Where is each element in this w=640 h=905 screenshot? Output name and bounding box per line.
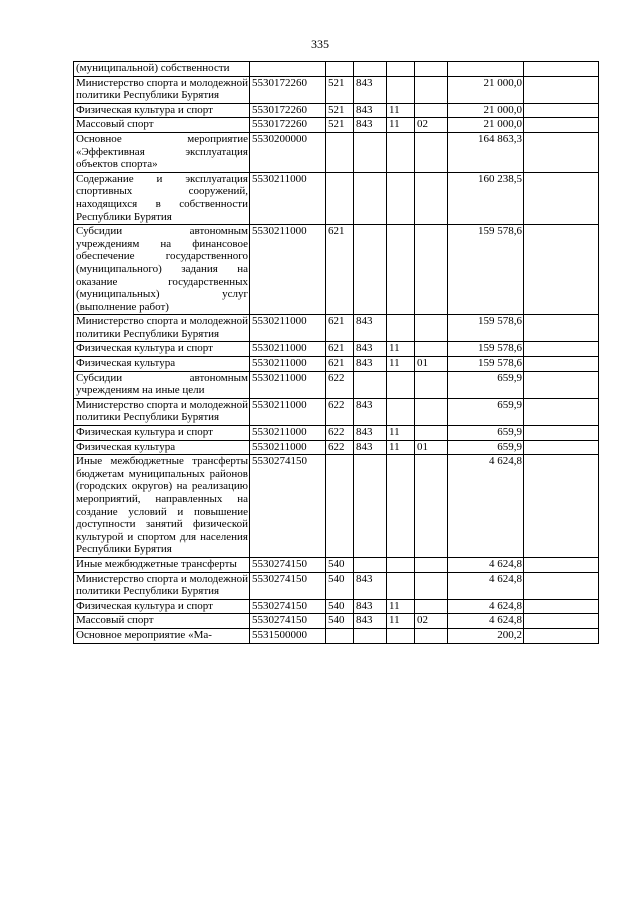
row-subsection-cell: 02 xyxy=(415,118,448,133)
row-ministry-code-cell xyxy=(354,628,387,643)
row-expense-type-cell: 622 xyxy=(326,440,354,455)
row-code-cell: 5530211000 xyxy=(250,398,326,425)
row-expense-type-cell xyxy=(326,455,354,558)
row-ministry-code-cell: 843 xyxy=(354,357,387,372)
row-code-cell: 5530211000 xyxy=(250,371,326,398)
row-name-cell: Физическая культура и спорт xyxy=(74,103,250,118)
table-row xyxy=(74,132,599,172)
row-ministry-code-cell: 843 xyxy=(354,614,387,629)
row-amount-cell: 4 624,8 xyxy=(448,599,524,614)
row-section-cell xyxy=(387,628,415,643)
row-code-cell: 5530211000 xyxy=(250,426,326,441)
row-subsection-cell xyxy=(415,371,448,398)
row-ministry-code-cell xyxy=(354,371,387,398)
row-name-cell: Массовый спорт xyxy=(74,614,250,629)
row-section-cell xyxy=(387,371,415,398)
row-ministry-code-cell xyxy=(354,132,387,172)
table-row xyxy=(74,225,599,315)
row-amount-cell: 4 624,8 xyxy=(448,572,524,599)
row-name-cell: Министерство спорта и молодежной политики Республики Бурятия xyxy=(74,398,250,425)
row-section-cell: 11 xyxy=(387,426,415,441)
row-subsection-cell xyxy=(415,62,448,77)
row-amount-cell: 21 000,0 xyxy=(448,103,524,118)
row-subsection-cell xyxy=(415,132,448,172)
row-ministry-code-cell: 843 xyxy=(354,599,387,614)
row-subsection-cell xyxy=(415,342,448,357)
row-amount-cell: 659,9 xyxy=(448,440,524,455)
row-code-cell: 5530172260 xyxy=(250,118,326,133)
row-expense-type-cell: 540 xyxy=(326,572,354,599)
row-expense-type-cell xyxy=(326,132,354,172)
row-amount-cell: 4 624,8 xyxy=(448,614,524,629)
row-section-cell: 11 xyxy=(387,440,415,455)
row-ministry-code-cell: 843 xyxy=(354,76,387,103)
row-subsection-cell xyxy=(415,426,448,441)
row-expense-type-cell xyxy=(326,628,354,643)
row-code-cell: 5530172260 xyxy=(250,76,326,103)
table-row xyxy=(74,599,599,614)
row-subsection-cell: 01 xyxy=(415,357,448,372)
row-ministry-code-cell xyxy=(354,455,387,558)
row-empty-cell xyxy=(524,172,599,224)
row-section-cell xyxy=(387,76,415,103)
row-empty-cell xyxy=(524,398,599,425)
row-amount-cell: 164 863,3 xyxy=(448,132,524,172)
row-ministry-code-cell: 843 xyxy=(354,398,387,425)
row-empty-cell xyxy=(524,557,599,572)
row-expense-type-cell xyxy=(326,172,354,224)
row-name-cell: Основное мероприятие «Эффективная эксплуатация объектов спорта» xyxy=(74,132,250,172)
row-name-cell: Иные межбюджетные трансферты бюджетам муниципальных районов (городских округов) на реализацию мероприятий, направленных на создание условий и повышение доступности занятий физической культурой и спортом для населения Республики Бурятия xyxy=(74,455,250,558)
row-empty-cell xyxy=(524,342,599,357)
row-empty-cell xyxy=(524,118,599,133)
table-row xyxy=(74,628,599,643)
row-expense-type-cell: 622 xyxy=(326,371,354,398)
table-row xyxy=(74,315,599,342)
row-code-cell: 5530211000 xyxy=(250,172,326,224)
row-section-cell xyxy=(387,225,415,315)
row-subsection-cell xyxy=(415,557,448,572)
table-row xyxy=(74,103,599,118)
row-code-cell: 5530200000 xyxy=(250,132,326,172)
table-row xyxy=(74,62,599,77)
row-section-cell xyxy=(387,557,415,572)
row-amount-cell: 659,9 xyxy=(448,398,524,425)
table-row xyxy=(74,440,599,455)
row-empty-cell xyxy=(524,426,599,441)
table-row xyxy=(74,371,599,398)
row-code-cell: 5530172260 xyxy=(250,103,326,118)
row-name-cell: Министерство спорта и молодежной политики Республики Бурятия xyxy=(74,76,250,103)
row-amount-cell: 21 000,0 xyxy=(448,118,524,133)
row-ministry-code-cell: 843 xyxy=(354,572,387,599)
table-row xyxy=(74,572,599,599)
row-section-cell: 11 xyxy=(387,599,415,614)
row-section-cell xyxy=(387,398,415,425)
row-ministry-code-cell: 843 xyxy=(354,103,387,118)
row-ministry-code-cell: 843 xyxy=(354,342,387,357)
row-section-cell: 11 xyxy=(387,118,415,133)
row-expense-type-cell: 621 xyxy=(326,357,354,372)
page-number: 335 xyxy=(311,37,329,51)
row-subsection-cell xyxy=(415,628,448,643)
row-empty-cell xyxy=(524,315,599,342)
row-section-cell: 11 xyxy=(387,357,415,372)
row-empty-cell xyxy=(524,357,599,372)
row-amount-cell: 659,9 xyxy=(448,371,524,398)
row-name-cell: Субсидии автономным учреждениям на финансовое обеспечение государственного (муниципального) задания на оказание государственных (муниципальных) услуг (выполнение работ) xyxy=(74,225,250,315)
row-expense-type-cell: 521 xyxy=(326,76,354,103)
row-empty-cell xyxy=(524,132,599,172)
row-name-cell: Иные межбюджетные трансферты xyxy=(74,557,250,572)
row-name-cell: (муниципальной) собственности xyxy=(74,62,250,77)
table-row xyxy=(74,76,599,103)
row-empty-cell xyxy=(524,455,599,558)
row-name-cell: Основное мероприятие «Ма- xyxy=(74,628,250,643)
row-empty-cell xyxy=(524,225,599,315)
table-row xyxy=(74,342,599,357)
row-ministry-code-cell xyxy=(354,225,387,315)
table-row xyxy=(74,357,599,372)
row-ministry-code-cell xyxy=(354,172,387,224)
row-amount-cell: 159 578,6 xyxy=(448,357,524,372)
row-name-cell: Физическая культура xyxy=(74,357,250,372)
row-subsection-cell xyxy=(415,599,448,614)
row-expense-type-cell: 622 xyxy=(326,398,354,425)
row-expense-type-cell: 521 xyxy=(326,103,354,118)
row-empty-cell xyxy=(524,614,599,629)
row-expense-type-cell: 540 xyxy=(326,614,354,629)
row-section-cell: 11 xyxy=(387,103,415,118)
table-row xyxy=(74,557,599,572)
table-row xyxy=(74,172,599,224)
row-code-cell: 5530211000 xyxy=(250,357,326,372)
row-subsection-cell xyxy=(415,172,448,224)
row-code-cell: 5530211000 xyxy=(250,440,326,455)
row-name-cell: Субсидии автономным учреждениям на иные цели xyxy=(74,371,250,398)
row-ministry-code-cell: 843 xyxy=(354,315,387,342)
row-section-cell: 11 xyxy=(387,342,415,357)
budget-table xyxy=(73,61,599,644)
row-ministry-code-cell: 843 xyxy=(354,426,387,441)
table-row xyxy=(74,426,599,441)
row-section-cell xyxy=(387,315,415,342)
row-empty-cell xyxy=(524,572,599,599)
row-ministry-code-cell xyxy=(354,62,387,77)
row-amount-cell: 21 000,0 xyxy=(448,76,524,103)
row-section-cell xyxy=(387,62,415,77)
row-subsection-cell xyxy=(415,572,448,599)
row-subsection-cell: 02 xyxy=(415,614,448,629)
row-expense-type-cell: 621 xyxy=(326,342,354,357)
row-empty-cell xyxy=(524,103,599,118)
row-empty-cell xyxy=(524,76,599,103)
row-section-cell: 11 xyxy=(387,614,415,629)
row-code-cell: 5530211000 xyxy=(250,342,326,357)
row-code-cell: 5530274150 xyxy=(250,557,326,572)
row-ministry-code-cell: 843 xyxy=(354,118,387,133)
row-name-cell: Массовый спорт xyxy=(74,118,250,133)
row-section-cell xyxy=(387,172,415,224)
row-section-cell xyxy=(387,455,415,558)
row-empty-cell xyxy=(524,440,599,455)
row-name-cell: Содержание и эксплуатация спортивных сооружений, находящихся в собственности Республики Бурятия xyxy=(74,172,250,224)
row-code-cell: 5530274150 xyxy=(250,572,326,599)
row-empty-cell xyxy=(524,62,599,77)
row-expense-type-cell: 521 xyxy=(326,118,354,133)
row-amount-cell: 159 578,6 xyxy=(448,342,524,357)
row-subsection-cell xyxy=(415,315,448,342)
row-empty-cell xyxy=(524,599,599,614)
row-subsection-cell: 01 xyxy=(415,440,448,455)
row-amount-cell xyxy=(448,62,524,77)
row-name-cell: Физическая культура и спорт xyxy=(74,426,250,441)
row-name-cell: Физическая культура и спорт xyxy=(74,599,250,614)
row-name-cell: Физическая культура xyxy=(74,440,250,455)
row-section-cell xyxy=(387,572,415,599)
row-subsection-cell xyxy=(415,455,448,558)
table-row xyxy=(74,455,599,558)
table-row xyxy=(74,118,599,133)
row-code-cell: 5530274150 xyxy=(250,455,326,558)
row-ministry-code-cell: 843 xyxy=(354,440,387,455)
row-expense-type-cell: 622 xyxy=(326,426,354,441)
row-amount-cell: 659,9 xyxy=(448,426,524,441)
row-amount-cell: 200,2 xyxy=(448,628,524,643)
row-subsection-cell xyxy=(415,225,448,315)
row-ministry-code-cell xyxy=(354,557,387,572)
row-amount-cell: 160 238,5 xyxy=(448,172,524,224)
row-name-cell: Физическая культура и спорт xyxy=(74,342,250,357)
row-expense-type-cell: 621 xyxy=(326,315,354,342)
row-code-cell: 5530211000 xyxy=(250,225,326,315)
row-amount-cell: 4 624,8 xyxy=(448,455,524,558)
budget-table-body xyxy=(74,62,599,644)
row-subsection-cell xyxy=(415,76,448,103)
row-code-cell xyxy=(250,62,326,77)
row-section-cell xyxy=(387,132,415,172)
row-code-cell: 5530211000 xyxy=(250,315,326,342)
row-amount-cell: 159 578,6 xyxy=(448,225,524,315)
row-subsection-cell xyxy=(415,398,448,425)
row-amount-cell: 159 578,6 xyxy=(448,315,524,342)
row-subsection-cell xyxy=(415,103,448,118)
table-row xyxy=(74,614,599,629)
table-row xyxy=(74,398,599,425)
row-expense-type-cell xyxy=(326,62,354,77)
row-empty-cell xyxy=(524,628,599,643)
row-code-cell: 5530274150 xyxy=(250,599,326,614)
row-expense-type-cell: 621 xyxy=(326,225,354,315)
row-name-cell: Министерство спорта и молодежной политики Республики Бурятия xyxy=(74,572,250,599)
row-empty-cell xyxy=(524,371,599,398)
row-code-cell: 5531500000 xyxy=(250,628,326,643)
row-name-cell: Министерство спорта и молодежной политики Республики Бурятия xyxy=(74,315,250,342)
row-expense-type-cell: 540 xyxy=(326,599,354,614)
row-expense-type-cell: 540 xyxy=(326,557,354,572)
row-amount-cell: 4 624,8 xyxy=(448,557,524,572)
row-code-cell: 5530274150 xyxy=(250,614,326,629)
